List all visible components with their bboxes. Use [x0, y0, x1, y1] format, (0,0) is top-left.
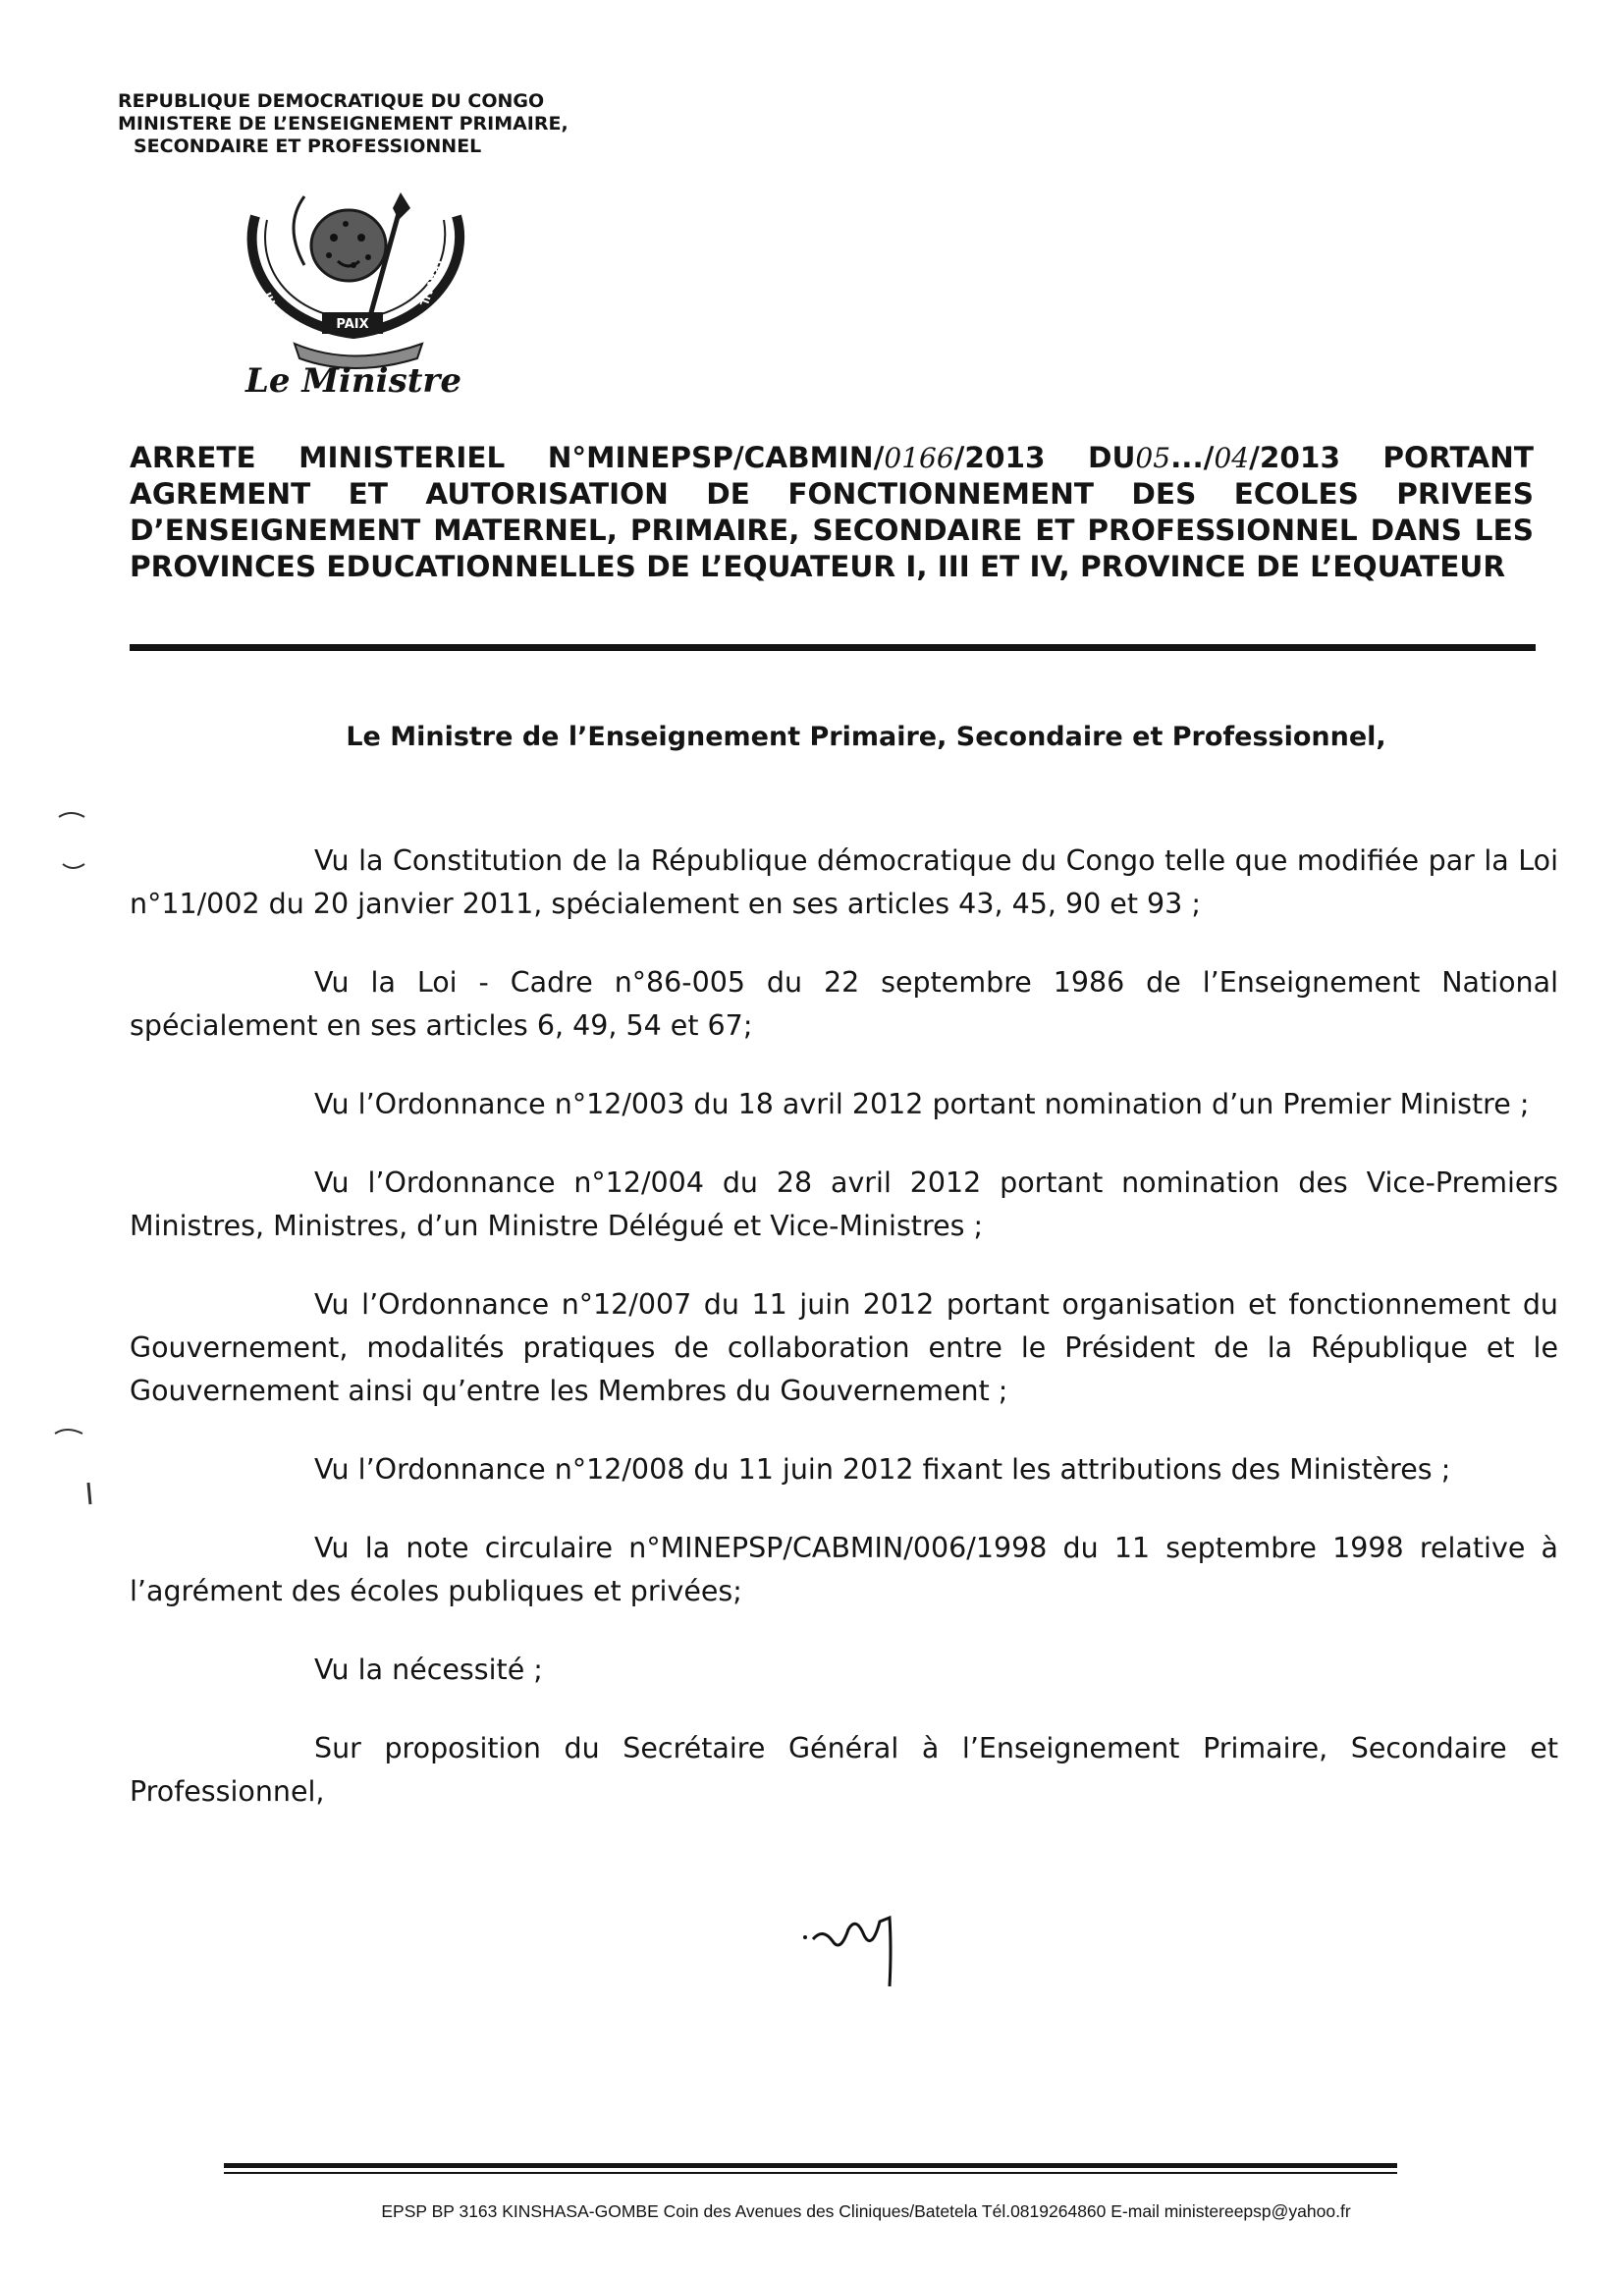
addressee-heading: Le Ministre de l’Enseignement Primaire, Secondaire et Professionnel,	[346, 722, 1386, 752]
letterhead-line-ministry: MINISTERE DE L’ENSEIGNEMENT PRIMAIRE,	[118, 113, 568, 135]
title-rest: /2013 PORTANT AGREMENT ET AUTORISATION DE FONCTIONNEMENT DES ECOLES PRIVEES D’ENSEIGNEMENT MATERNEL, PRIMAIRE, SECONDAIRE ET PROFESSIONNEL DANS LES PROVINCES EDUCATIONNELLES DE L’EQUATEUR I, III ET IV, PROVINCE DE L’EQUATEUR	[130, 441, 1534, 583]
title-handwritten-month: 04	[1214, 442, 1250, 474]
handwritten-initials	[795, 1900, 933, 1988]
coat-of-arms-emblem	[236, 187, 481, 383]
footer-contact: EPSP BP 3163 KINSHASA-GOMBE Coin des Avenues des Cliniques/Batetela Tél.0819264860 E-mail ministereepsp@yahoo.fr	[381, 2201, 1351, 2221]
emblem-motto-justice: JUSTICE	[260, 290, 293, 339]
title-handwritten-number: 0166	[884, 442, 954, 474]
preamble-paragraph-loi-cadre: Vu la Loi - Cadre n°86-005 du 22 septembre 1986 de l’Enseignement National spécialement en ses articles 6, 49, 54 et 67;	[130, 966, 1558, 1042]
footer-rule-thick	[224, 2163, 1397, 2168]
title-middle: /2013 DU	[953, 441, 1136, 474]
decree-title	[130, 440, 1534, 585]
preamble-paragraph-constitution: Vu la Constitution de la République démocratique du Congo telle que modifiée par la Loi n°11/002 du 20 janvier 2011, spécialement en ses articles 43, 45, 90 et 93 ;	[130, 844, 1558, 920]
letterhead	[118, 90, 805, 158]
letterhead-line-country: REPUBLIQUE DEMOCRATIQUE DU CONGO	[118, 90, 545, 112]
letterhead-line-ministry-cont: SECONDAIRE ET PROFESSIONNEL	[134, 136, 482, 157]
preamble-paragraph-ordonnance-12-004: Vu l’Ordonnance n°12/004 du 28 avril 2012 portant nomination des Vice-Premiers Ministres, Ministres, d’un Ministre Délégué et Vice-Ministres ;	[130, 1166, 1558, 1242]
preamble-paragraph-note-circulaire: Vu la note circulaire n°MINEPSP/CABMIN/006/1998 du 11 septembre 1998 relative à l’agrément des écoles publiques et privées;	[130, 1532, 1558, 1607]
preamble-body	[130, 840, 1558, 1849]
preamble-paragraph-ordonnance-12-008: Vu l’Ordonnance n°12/008 du 11 juin 2012 fixant les attributions des Ministères ;	[314, 1453, 1451, 1486]
margin-pencil-marks	[49, 805, 108, 1512]
preamble-paragraph-necessite: Vu la nécessité ;	[314, 1654, 543, 1686]
footer-rule-thin	[224, 2172, 1397, 2174]
minister-label: Le Ministre	[245, 361, 461, 401]
title-handwritten-day: 05	[1135, 442, 1171, 474]
title-prefix: ARRETE MINISTERIEL N°MINEPSP/CABMIN/	[130, 441, 885, 474]
preamble-paragraph-ordonnance-12-007: Vu l’Ordonnance n°12/007 du 11 juin 2012 portant organisation et fonctionnement du Gouvernement, modalités pratiques de collaboration entre le Président de la République et le Gouvernement ainsi qu’entre les Membres du Gouvernement ;	[130, 1288, 1558, 1407]
title-separator: .../	[1170, 441, 1215, 474]
preamble-paragraph-proposition: Sur proposition du Secrétaire Général à l’Enseignement Primaire, Secondaire et Professionnel,	[130, 1732, 1558, 1808]
emblem-motto-paix: PAIX	[336, 317, 369, 332]
title-underline	[130, 644, 1536, 651]
preamble-paragraph-ordonnance-12-003: Vu l’Ordonnance n°12/003 du 18 avril 2012 portant nomination d’un Premier Ministre ;	[314, 1088, 1530, 1120]
emblem-motto-travail: TRAVAIL	[416, 255, 447, 308]
